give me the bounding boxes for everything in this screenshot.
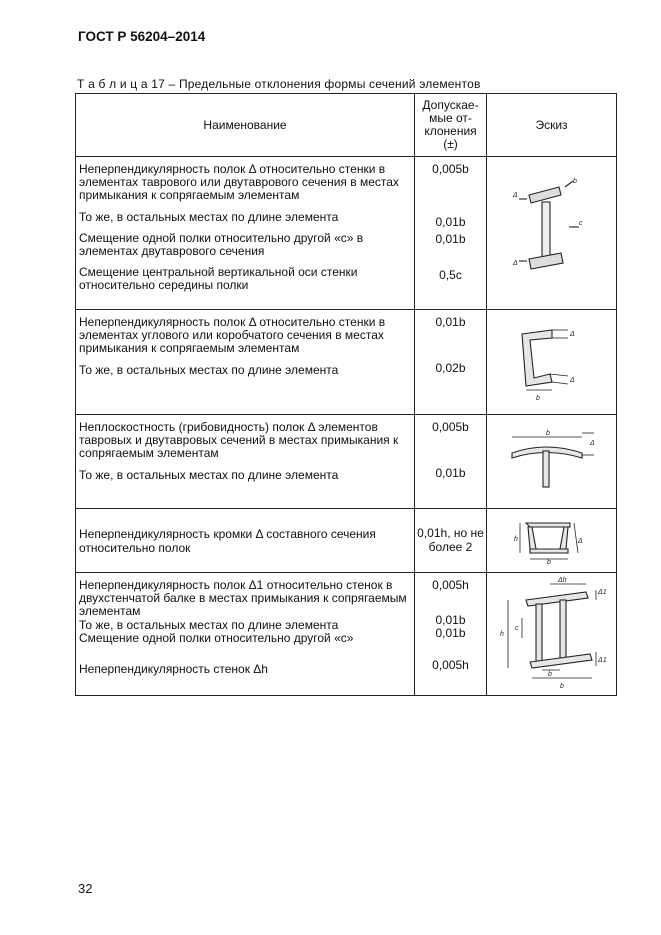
sketch-label-h: h — [499, 630, 504, 638]
row-name: То же, в остальных местах по длине элемента — [79, 362, 339, 377]
sketch-label-delta-h: Δh — [557, 576, 567, 584]
sketch-cell — [487, 310, 617, 415]
tolerance-table — [75, 93, 617, 696]
row-name: Неплоскостность (грибовидность) полок Δ элементов тавровых и двутавровых сечений в местах примыкания к сопрягаемым элементам — [79, 420, 399, 461]
row-name: Неперпендикулярность стенок Δh — [79, 662, 268, 677]
sketch-cell — [487, 573, 617, 696]
sketch-label-delta1: Δ1 — [597, 656, 607, 664]
row-tolerance: 0,005h — [432, 657, 469, 672]
row-name: То же, в остальных местах по длине элемента — [79, 467, 339, 482]
row-name: Неперпендикулярность кромки Δ составного сечения относительно полок — [79, 527, 376, 555]
row-tolerance: 0,01b — [435, 315, 466, 329]
row-name: То же, в остальных местах по длине элемента — [79, 209, 339, 224]
row-tolerance: 0,01b — [435, 466, 466, 481]
standard-designation: ГОСТ Р 56204–2014 — [78, 29, 206, 44]
row-tolerance: 0,005b — [432, 162, 469, 176]
tolerance-cell — [415, 415, 487, 509]
tolerance-cell — [415, 573, 487, 696]
row-tolerance: 0,005b — [432, 420, 469, 434]
row-tolerance: 0,005h — [432, 578, 469, 592]
sketch-label-c: c — [514, 624, 518, 632]
channel-sketch — [512, 316, 592, 406]
sketch-label-c: c — [578, 219, 582, 227]
row-name: Неперпендикулярность полок Δ относительно стенки в элементах таврового или двутаврового сечения в местах примыкания к сопрягаемым элементам — [79, 162, 399, 203]
table-row-group-3 — [76, 415, 617, 509]
tolerance-cell — [415, 157, 487, 310]
sketch-label-delta1: Δ1 — [597, 588, 607, 596]
header-row — [76, 94, 617, 157]
sketch-label-b: b — [546, 559, 551, 565]
header-sketch: Эскиз — [487, 94, 617, 157]
name-cell — [76, 573, 415, 696]
sketch-label-delta: Δ — [589, 440, 595, 447]
row-tolerance: 0,01b — [435, 613, 466, 628]
row-tolerance: 0,02b — [435, 361, 466, 376]
table-row-group-4 — [76, 509, 617, 573]
sketch-label-b: b — [535, 394, 540, 402]
row-tolerance: 0,5c — [439, 267, 462, 282]
name-cell — [76, 509, 415, 573]
row-tolerance: 0,01b — [435, 626, 466, 641]
header-name: Наименование — [76, 94, 415, 157]
composite-section-sketch — [512, 513, 592, 565]
row-name: Смещение одной полки относительно другой «с» — [79, 630, 354, 645]
table-caption: Т а б л и ц а 17 – Предельные отклонения формы сечений элементов — [77, 77, 481, 91]
table-row-group-5 — [76, 573, 617, 696]
row-name: То же, в остальных местах по длине элемента — [79, 617, 339, 632]
sketch-label-b: b — [559, 682, 564, 690]
row-tolerance: 0,01b — [435, 232, 466, 247]
name-cell — [76, 310, 415, 415]
row-name: Неперпендикулярность полок Δ относительно стенки в элементах углового или коробчатого сечения в местах примыкания к сопрягаемым элементам — [79, 315, 386, 356]
sketch-cell — [487, 415, 617, 509]
sketch-label-delta: Δ — [512, 191, 518, 199]
sketch-label-b: b — [572, 177, 577, 185]
row-name: Смещение центральной вертикальной оси стенки относительно середины полки — [79, 265, 358, 293]
header-tolerance: Допускае-мые от-клонения (±) — [415, 94, 487, 157]
row-name: Смещение одной полки относительно другой «с» в элементах двутаврового сечения — [79, 230, 364, 259]
table-row-group-1 — [76, 157, 617, 310]
sketch-label-b: b — [547, 670, 552, 678]
sketch-label-delta: Δ — [512, 259, 518, 267]
sketch-label-delta: Δ — [569, 330, 575, 338]
name-cell — [76, 415, 415, 509]
sketch-cell — [487, 509, 617, 573]
tolerance-cell — [415, 509, 487, 573]
tee-sketch — [502, 425, 602, 495]
i-beam-sketch — [507, 177, 597, 287]
sketch-label-delta: Δ — [569, 376, 575, 384]
box-beam-sketch — [490, 574, 614, 692]
row-name: Неперпендикулярность полок Δ1 относительно стенок в двухстенчатой балке в местах примыкания к сопрягаемым элементам — [79, 578, 407, 619]
row-tolerance: 0,01h, но не более 2 — [417, 526, 484, 554]
page-number: 32 — [78, 881, 93, 896]
sketch-label-h: h — [513, 536, 518, 543]
name-cell — [76, 157, 415, 310]
table-row-group-2 — [76, 310, 617, 415]
tolerance-cell — [415, 310, 487, 415]
row-tolerance: 0,01b — [435, 215, 466, 230]
sketch-cell — [487, 157, 617, 310]
sketch-label-delta: Δ — [577, 538, 583, 545]
sketch-label-b: b — [545, 430, 550, 437]
